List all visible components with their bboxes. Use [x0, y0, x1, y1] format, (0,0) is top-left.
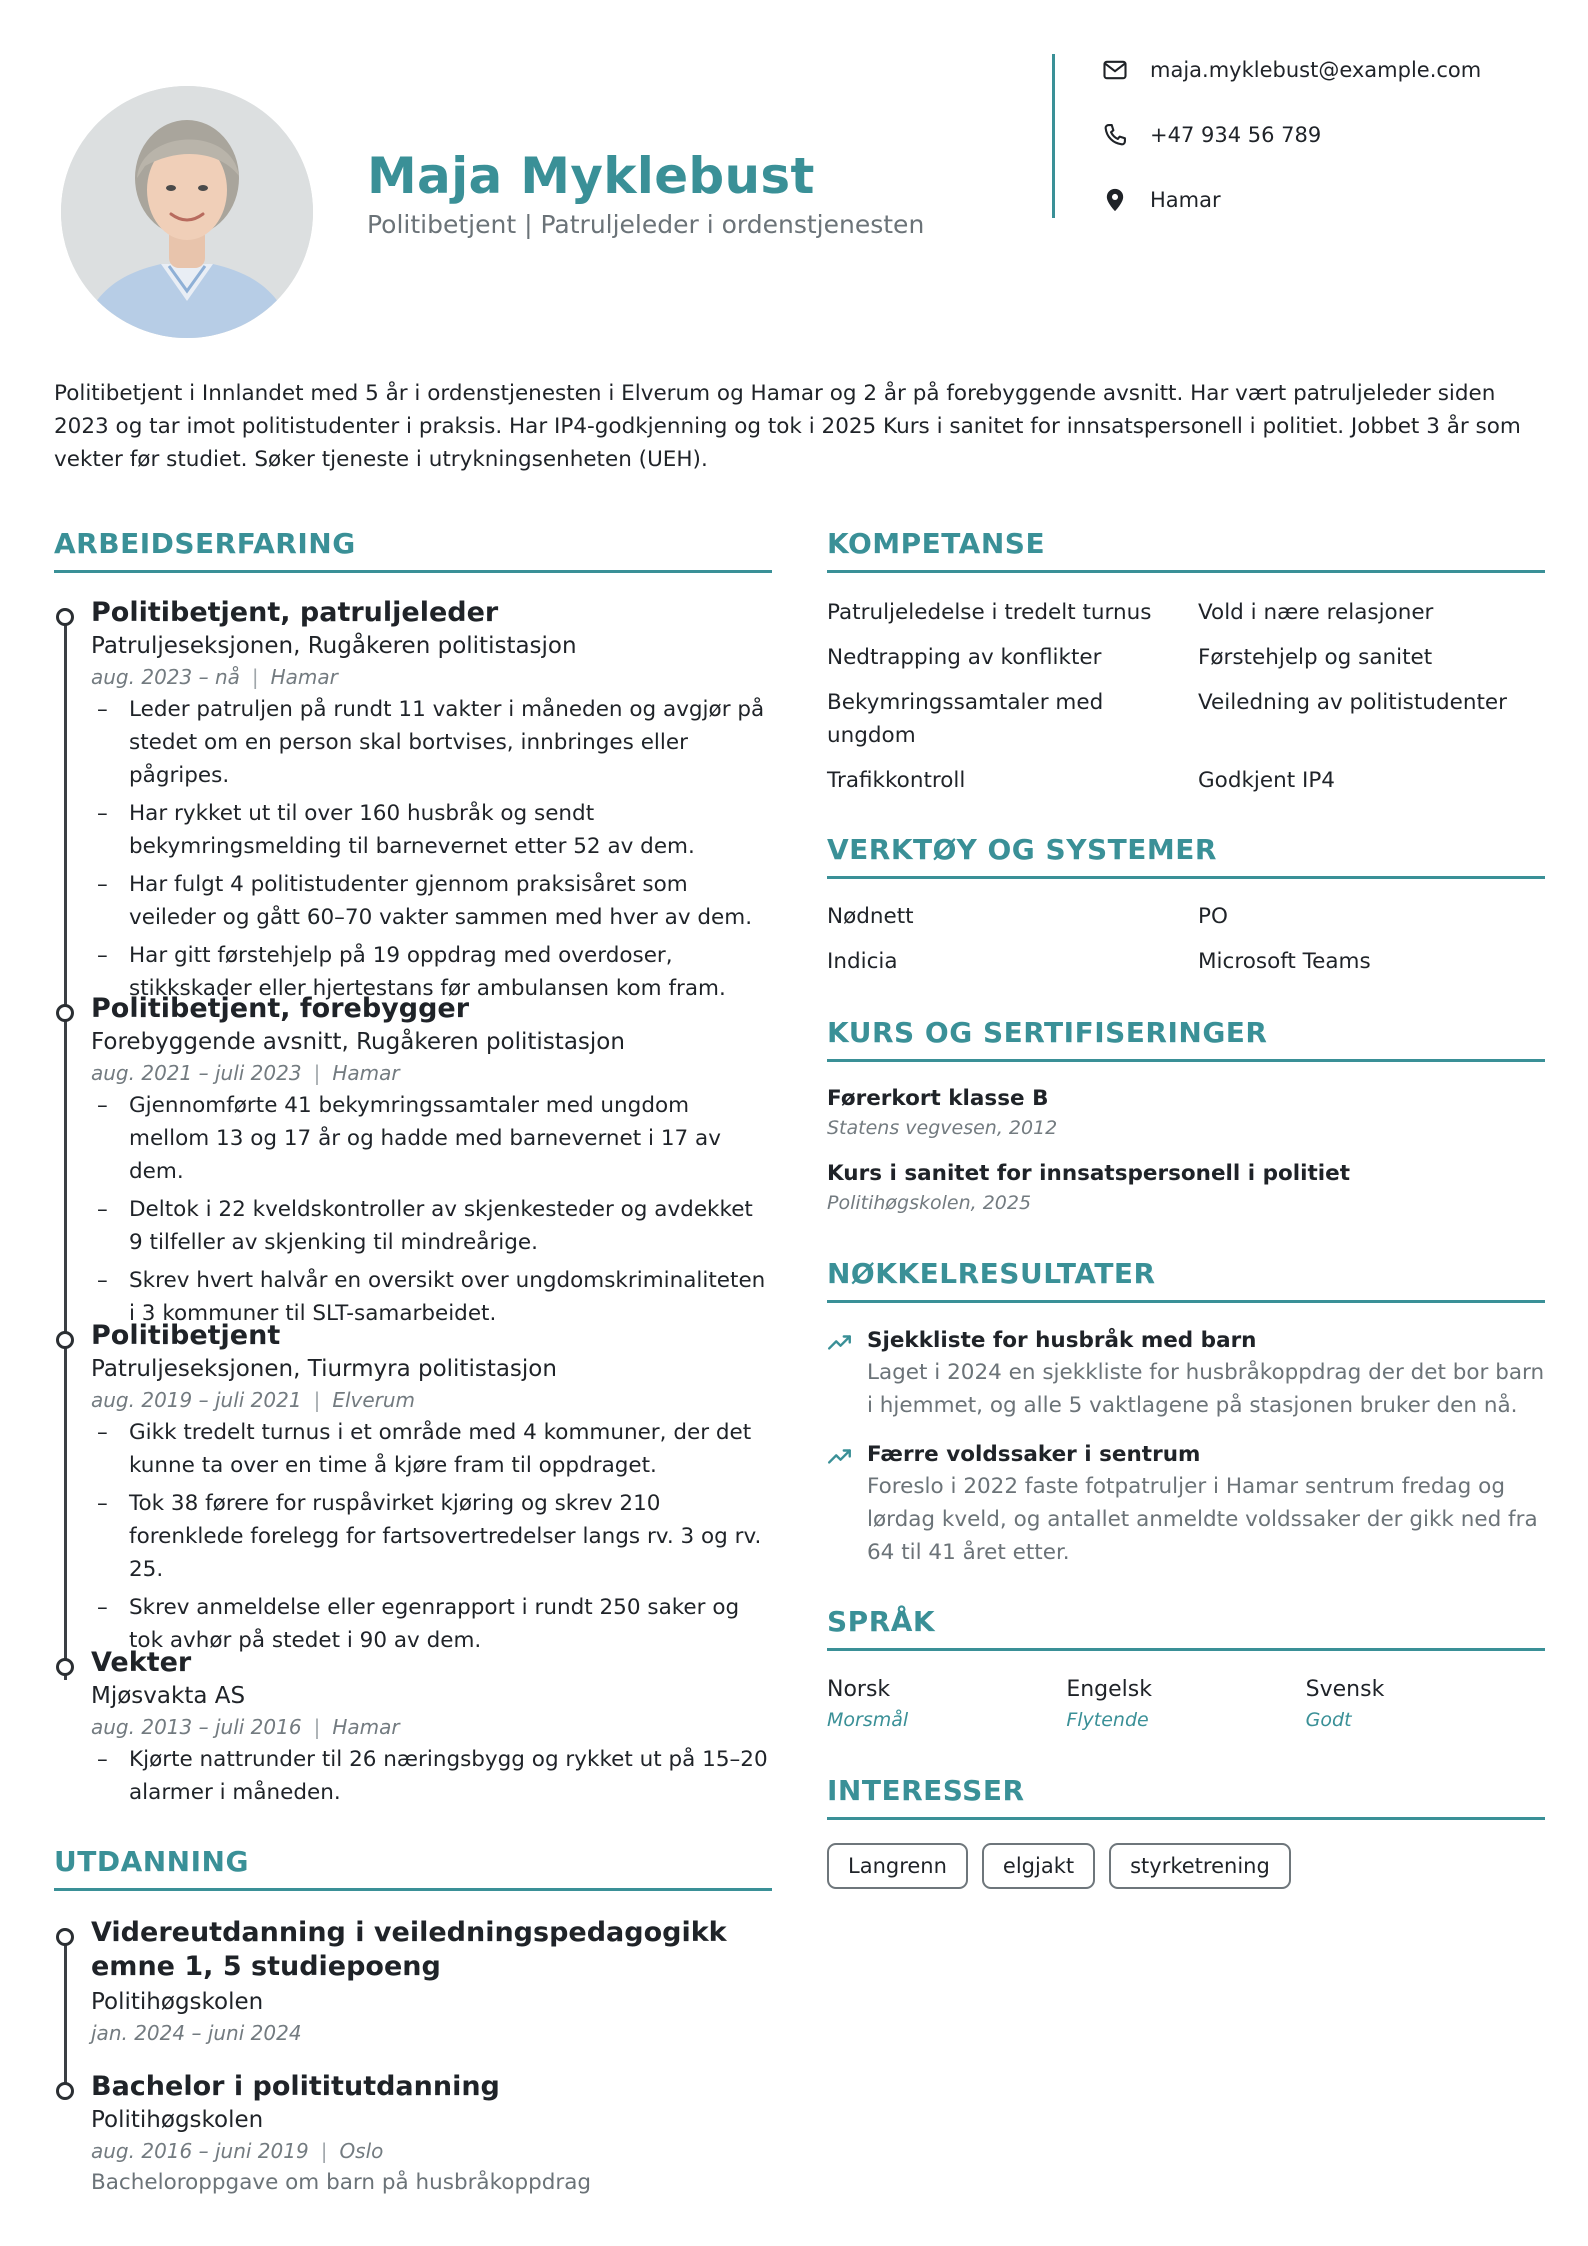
education-title: Bachelor i polititutdanning	[91, 2071, 500, 2102]
job-title: Politibetjent, patruljeleder	[91, 597, 499, 628]
timeline-dot	[56, 1004, 74, 1022]
result-entry	[827, 1440, 1545, 1569]
education-meta: aug. 2016 – juni 2019 | Oslo	[91, 2139, 384, 2163]
contact-divider	[1052, 54, 1055, 218]
candidate-name: Maja Myklebust	[367, 147, 815, 205]
course-title: Kurs i sanitet for innsatspersonell i politiet	[827, 1161, 1351, 1186]
timeline-line	[64, 1940, 67, 2090]
tools-grid	[827, 900, 1545, 978]
job-bullet: – Har fulgt 4 politistudenter gjennom praksisåret som veileder og gått 60–70 vakter sammen med hver av dem.	[91, 868, 771, 934]
education-period: aug. 2016 – juni 2019	[91, 2139, 309, 2163]
course-source: Statens vegvesen, 2012	[827, 1117, 1058, 1139]
education-title: Videreutdanning i veiledningspedagogikk emne 1, 5 studiepoeng	[91, 1917, 727, 1982]
job-title: Vekter	[91, 1647, 192, 1678]
job-bullet: – Deltok i 22 kveldskontroller av skjenkesteder og avdekket 9 tilfeller av skjenking til mindreårige.	[91, 1193, 771, 1259]
skill-item: Bekymringssamtaler med ungdom	[827, 690, 1104, 748]
interest-tags	[827, 1843, 1291, 1889]
skill-item: Vold i nære relasjoner	[1198, 600, 1434, 625]
language-name: Norsk	[827, 1677, 891, 1702]
language-level: Godt	[1305, 1709, 1352, 1731]
trend-up-icon	[827, 1330, 853, 1356]
skill-item: Trafikkontroll	[827, 768, 966, 793]
job-bullets	[91, 693, 771, 1010]
language-entry	[1066, 1674, 1305, 1734]
languages-row	[827, 1674, 1545, 1734]
skill-item: Veiledning av politistudenter	[1198, 690, 1507, 715]
job-bullet: – Kjørte nattrunder til 26 næringsbygg og rykket ut på 15–20 alarmer i måneden.	[91, 1743, 771, 1809]
language-name: Svensk	[1305, 1677, 1385, 1702]
result-text: Laget i 2024 en sjekkliste for husbråkoppdrag der det bor barn i hjemmet, og alle 5 vaktlagene på stasjonen bruker den nå.	[867, 1360, 1545, 1418]
job-period: aug. 2023 – nå	[91, 665, 240, 689]
result-title: Sjekkliste for husbråk med barn	[867, 1328, 1257, 1353]
education-org: Politihøgskolen	[91, 2107, 264, 2133]
job-org: Forebyggende avsnitt, Rugåkeren politistasjon	[91, 1029, 625, 1055]
portrait-illustration	[61, 86, 313, 338]
job-bullets	[91, 1743, 771, 1814]
job-place: Hamar	[332, 1061, 400, 1085]
mail-icon	[1100, 55, 1130, 85]
location-text: Hamar	[1150, 188, 1221, 212]
phone-text: +47 934 56 789	[1150, 123, 1322, 147]
job-period: aug. 2019 – juli 2021	[91, 1388, 302, 1412]
course-title: Førerkort klasse B	[827, 1086, 1049, 1111]
skill-item: Godkjent IP4	[1198, 768, 1335, 793]
interest-tag: Langrenn	[827, 1843, 968, 1889]
interest-tag: styrketrening	[1109, 1843, 1291, 1889]
section-rule-experience	[54, 570, 772, 573]
timeline-dot	[56, 2082, 74, 2100]
tool-item: Indicia	[827, 949, 898, 974]
job-org: Mjøsvakta AS	[91, 1683, 246, 1709]
course-entry	[827, 1084, 1545, 1142]
job-title: Politibetjent	[91, 1320, 281, 1351]
language-name: Engelsk	[1066, 1677, 1152, 1702]
education-org: Politihøgskolen	[91, 1989, 264, 2015]
section-title-courses: KURS OG SERTIFISERINGER	[827, 1016, 1268, 1049]
job-meta: aug. 2023 – nå | Hamar	[91, 665, 338, 689]
section-rule-languages	[827, 1648, 1545, 1651]
interest-tag: elgjakt	[982, 1843, 1095, 1889]
education-place: Oslo	[339, 2139, 384, 2163]
skills-grid	[827, 596, 1545, 797]
tool-item: Microsoft Teams	[1198, 949, 1371, 974]
job-meta: aug. 2013 – juli 2016 | Hamar	[91, 1715, 400, 1739]
location-pin-icon	[1100, 185, 1130, 215]
section-title-tools: VERKTØY OG SYSTEMER	[827, 833, 1217, 866]
skill-item: Nedtrapping av konflikter	[827, 645, 1102, 670]
contact-location	[1100, 184, 1481, 216]
job-bullet: – Tok 38 førere for ruspåvirket kjøring og skrev 210 forenklede forelegg for fartsovertredelser langs rv. 3 og rv. 25.	[91, 1487, 771, 1586]
result-title: Færre voldssaker i sentrum	[867, 1442, 1201, 1467]
tool-item: Nødnett	[827, 904, 914, 929]
course-entry	[827, 1159, 1545, 1217]
job-meta: aug. 2019 – juli 2021 | Elverum	[91, 1388, 416, 1412]
language-level: Morsmål	[827, 1709, 909, 1731]
job-bullet: – Skrev anmeldelse eller egenrapport i rundt 250 saker og tok avhør på stedet i 90 av dem.	[91, 1591, 771, 1657]
timeline-line	[64, 620, 67, 1680]
section-title-experience: ARBEIDSERFARING	[54, 527, 356, 560]
language-entry	[827, 1674, 1066, 1734]
job-bullet: – Gjennomførte 41 bekymringssamtaler med ungdom mellom 13 og 17 år og hadde med barnevernet i 17 av dem.	[91, 1089, 771, 1188]
timeline-dot	[56, 608, 74, 626]
job-bullet: – Har gitt førstehjelp på 19 oppdrag med overdoser, stikkskader eller hjertestans før ambulansen kom fram.	[91, 939, 771, 1005]
result-text: Foreslo i 2022 faste fotpatruljer i Hamar sentrum fredag og lørdag kveld, og antallet anmeldte voldssaker der gikk ned fra 64 til 41 året etter.	[867, 1474, 1538, 1565]
section-title-skills: KOMPETANSE	[827, 527, 1046, 560]
email-text: maja.myklebust@example.com	[1150, 58, 1482, 82]
contact-email[interactable]	[1100, 54, 1481, 86]
section-rule-interests	[827, 1817, 1545, 1820]
job-bullets	[91, 1416, 771, 1662]
section-rule-education	[54, 1888, 772, 1891]
job-bullet: – Skrev hvert halvår en oversikt over ungdomskriminaliteten i 3 kommuner til SLT-samarbeidet.	[91, 1264, 771, 1330]
job-org: Patruljeseksjonen, Rugåkeren politistasjon	[91, 633, 577, 659]
section-title-interests: INTERESSER	[827, 1774, 1025, 1807]
course-source: Politihøgskolen, 2025	[827, 1192, 1032, 1214]
language-level: Flytende	[1066, 1709, 1149, 1731]
section-title-education: UTDANNING	[54, 1845, 249, 1878]
section-rule-skills	[827, 570, 1545, 573]
job-bullet: – Leder patruljen på rundt 11 vakter i måneden og avgjør på stedet om en person skal bortvises, innbringes eller pågripes.	[91, 693, 771, 792]
job-org: Patruljeseksjonen, Tiurmyra politistasjon	[91, 1356, 557, 1382]
job-bullet: – Gikk tredelt turnus i et område med 4 kommuner, der det kunne ta over en time å kjøre fram til oppdraget.	[91, 1416, 771, 1482]
job-meta: aug. 2021 – juli 2023 | Hamar	[91, 1061, 400, 1085]
profile-photo	[61, 86, 313, 338]
job-period: aug. 2013 – juli 2016	[91, 1715, 302, 1739]
contact-phone[interactable]	[1100, 119, 1481, 151]
job-title: Politibetjent, forebygger	[91, 993, 470, 1024]
education-note: Bacheloroppgave om barn på husbråkoppdrag	[91, 2170, 592, 2195]
job-bullets	[91, 1089, 771, 1335]
section-title-languages: SPRÅK	[827, 1605, 936, 1638]
education-period: jan. 2024 – juni 2024	[91, 2021, 302, 2045]
timeline-dot	[56, 1658, 74, 1676]
job-period: aug. 2021 – juli 2023	[91, 1061, 302, 1085]
result-entry	[827, 1326, 1545, 1422]
trend-up-icon	[827, 1444, 853, 1470]
job-place: Elverum	[332, 1388, 416, 1412]
timeline-dot	[56, 1928, 74, 1946]
timeline-dot	[56, 1331, 74, 1349]
job-place: Hamar	[270, 665, 338, 689]
profile-summary: Politibetjent i Innlandet med 5 år i ordenstjenesten i Elverum og Hamar og 2 år på forebyggende avsnitt. Har vært patruljeleder siden 2023 og tar imot politistudenter i praksis. Har IP4-godkjenning og tok i 2025 Kurs i sanitet for innsatspersonell i politiet. Jobbet 3 år som vekter før studiet. Søker tjeneste i utrykningsenheten (UEH).	[54, 381, 1521, 472]
candidate-tagline: Politibetjent | Patruljeleder i ordenstjenesten	[367, 210, 925, 239]
skill-item: Førstehjelp og sanitet	[1198, 645, 1433, 670]
contact-block	[1100, 54, 1481, 249]
job-bullet: – Har rykket ut til over 160 husbråk og sendt bekymringsmelding til barnevernet etter 52 av dem.	[91, 797, 771, 863]
section-rule-courses	[827, 1059, 1545, 1062]
section-title-results: NØKKELRESULTATER	[827, 1257, 1156, 1290]
language-entry	[1306, 1674, 1545, 1734]
skill-item: Patruljeledelse i tredelt turnus	[827, 600, 1152, 625]
job-place: Hamar	[332, 1715, 400, 1739]
section-rule-results	[827, 1300, 1545, 1303]
section-rule-tools	[827, 876, 1545, 879]
phone-icon	[1100, 120, 1130, 150]
tool-item: PO	[1198, 904, 1228, 929]
